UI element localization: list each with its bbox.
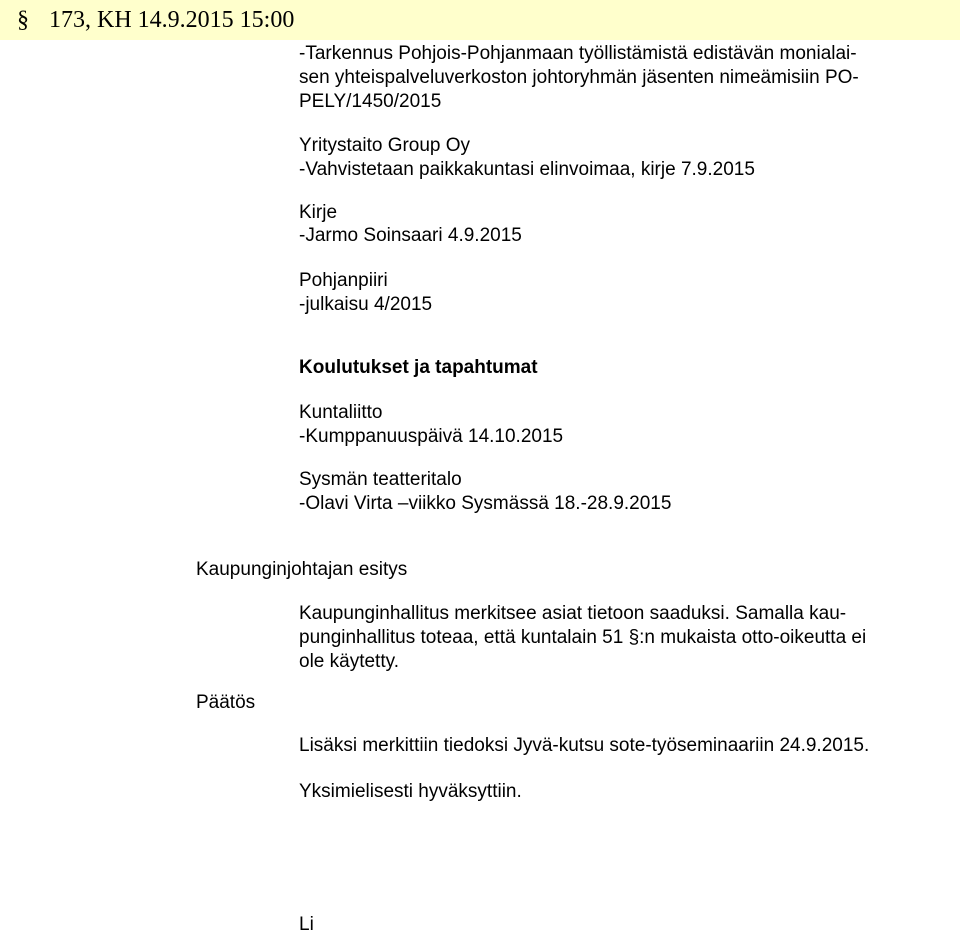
tarkennus-line: PELY/1450/2015 (299, 91, 442, 112)
item-kumppanuuspaiva: -Kumppanuuspäivä 14.10.2015 (299, 426, 564, 447)
tarkennus-item (299, 42, 879, 114)
label-kaupunginjohtajan-esitys: Kaupunginjohtajan esitys (196, 559, 408, 580)
decision-yksimielisesti: Yksimielisesti hyväksyttiin. (299, 781, 522, 802)
item-julkaisu: -julkaisu 4/2015 (299, 294, 433, 315)
heading-koulutukset: Koulutukset ja tapahtumat (299, 357, 538, 378)
footer-initials: Li (299, 914, 314, 935)
section-title: 173, KH 14.9.2015 15:00 (49, 7, 295, 33)
decision-line: punginhallitus toteaa, että kuntalain 51 §:n mukaista otto-oikeutta ei (299, 627, 867, 648)
sender-kirje: Kirje (299, 202, 338, 223)
decision-lisaksi: Lisäksi merkittiin tiedoksi Jyvä-kutsu sote-työseminaariin 24.9.2015. (299, 735, 870, 756)
section-symbol: § (17, 7, 29, 33)
tarkennus-line: sen yhteispalveluverkoston johtoryhmän jäsenten nimeämisiin PO- (299, 67, 859, 88)
decision-line: ole käytetty. (299, 651, 399, 672)
decision-paragraph (299, 602, 879, 674)
item-vahvistetaan: -Vahvistetaan paikkakuntasi elinvoimaa, kirje 7.9.2015 (299, 159, 755, 180)
label-paatos: Päätös (196, 692, 256, 713)
sender-pohjanpiiri: Pohjanpiiri (299, 270, 388, 291)
sender-kuntaliitto: Kuntaliitto (299, 402, 383, 423)
sender-sysman: Sysmän teatteritalo (299, 469, 462, 490)
item-olavi: -Olavi Virta –viikko Sysmässä 18.-28.9.2015 (299, 493, 672, 514)
item-jarmo: -Jarmo Soinsaari 4.9.2015 (299, 225, 522, 246)
decision-line: Kaupunginhallitus merkitsee asiat tietoon saaduksi. Samalla kau- (299, 603, 847, 624)
tarkennus-line: -Tarkennus Pohjois-Pohjanmaan työllistämistä edistävän monialai- (299, 43, 857, 64)
sender-yritystaito: Yritystaito Group Oy (299, 135, 471, 156)
